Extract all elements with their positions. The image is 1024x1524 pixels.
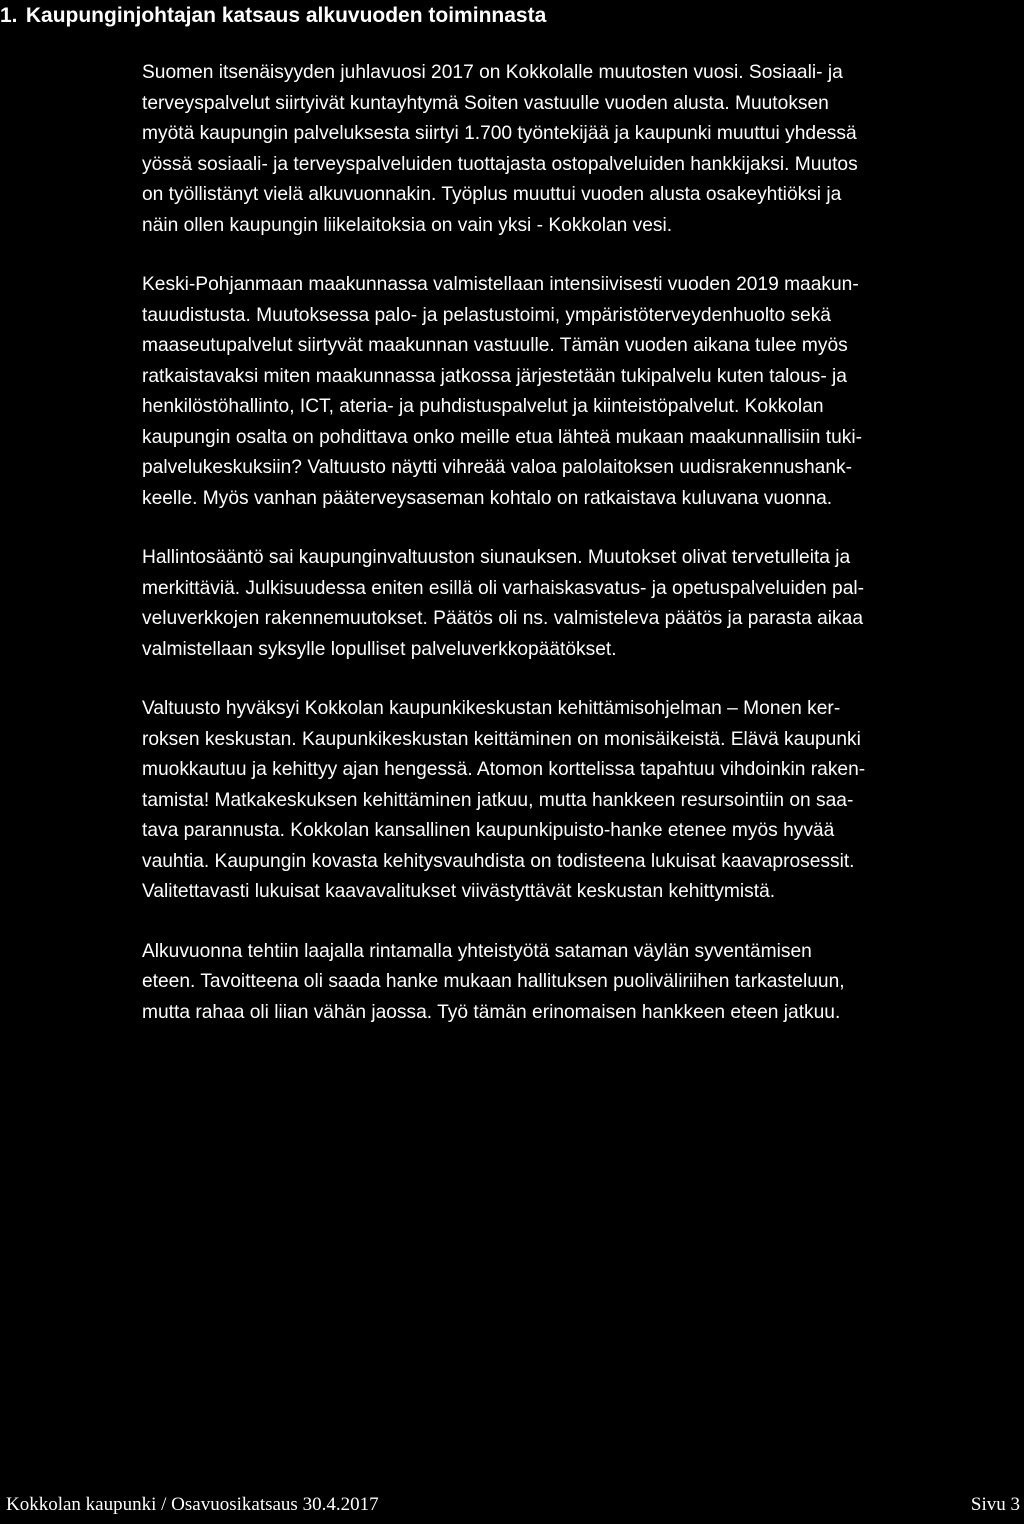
- section-title: Kaupunginjohtajan katsaus alkuvuoden toiminnasta: [25, 4, 547, 27]
- text-line: mutta rahaa oli liian vähän jaossa. Työ tämän erinomaisen hankkeen eteen jatkuu.: [142, 1001, 841, 1023]
- text-line: tauudistusta. Muutoksessa palo- ja pelastustoimi, ympäristöterveydenhuolto sekä: [142, 304, 831, 326]
- section-number: 1.: [0, 4, 18, 27]
- text-line: muokkautuu ja kehittyy ajan hengessä. Atomon korttelissa tapahtuu vihdoinkin raken-: [142, 759, 866, 780]
- text-line: ratkaistavaksi miten maakunnassa jatkossa järjestetään tukipalvelu kuten talous- ja: [142, 365, 847, 387]
- text-line: tamista! Matkakeskuksen kehittäminen jatkuu, mutta hankkeen resursointiin on saa-: [142, 789, 854, 811]
- text-line: terveyspalvelut siirtyivät kuntayhtymä Soiten vastuulle vuoden alusta. Muutoksen: [142, 92, 829, 114]
- text-line: maaseutupalvelut siirtyvät maakunnan vastuulle. Tämän vuoden aikana tulee myös: [142, 335, 848, 356]
- text-line: Suomen itsenäisyyden juhlavuosi 2017 on Kokkolalle muutosten vuosi. Sosiaali- ja: [142, 62, 843, 83]
- text-line: tava parannusta. Kokkolan kansallinen kaupunkipuisto-hanke etenee myös hyvää: [142, 820, 835, 841]
- text-line: on työllistänyt vielä alkuvuonnakin. Työplus muuttui vuoden alusta osakeyhtiöksi ja: [142, 184, 842, 205]
- text-line: keelle. Myös vanhan pääterveysaseman kohtalo on ratkaistava kuluvana vuonna.: [142, 487, 833, 509]
- text-line: veluverkkojen rakennemuutokset. Päätös oli ns. valmisteleva päätös ja parasta aikaa: [142, 608, 863, 629]
- paragraph-3: [142, 543, 1012, 665]
- text-line: merkittäviä. Julkisuudessa eniten esillä oli varhaiskasvatus- ja opetuspalveluiden pal-: [142, 577, 865, 599]
- section-heading: [0, 3, 546, 29]
- text-line: Valtuusto hyväksyi Kokkolan kaupunkikeskustan kehittämisohjelman – Monen ker-: [142, 698, 841, 719]
- text-line: Keski-Pohjanmaan maakunnassa valmistellaan intensiivisesti vuoden 2019 maakun-: [142, 274, 859, 295]
- paragraph-1: [142, 58, 1012, 241]
- text-line: myötä kaupungin palveluksesta siirtyi 1.700 työntekijää ja kaupunki muuttui yhdessä: [142, 123, 857, 144]
- text-line: palvelukeskuksiin? Valtuusto näytti vihreää valoa palolaitoksen uudisrakennushank-: [142, 457, 853, 478]
- footer-page-number: Sivu 3: [970, 1494, 1020, 1515]
- paragraph-4: [142, 694, 1012, 908]
- text-line: Alkuvuonna tehtiin laajalla rintamalla yhteistyötä sataman väylän syventämisen: [142, 940, 812, 962]
- paragraph-2: [142, 270, 1012, 514]
- text-line: roksen keskustan. Kaupunkikeskustan keittäminen on monisäikeistä. Elävä kaupunki: [142, 728, 861, 750]
- text-line: yössä sosiaali- ja terveyspalveluiden tuottajasta ostopalveluiden hankkijaksi. Muutos: [142, 153, 858, 175]
- body-text: [142, 58, 1012, 1057]
- text-line: eteen. Tavoitteena oli saada hanke mukaan hallituksen puoliväliriihen tarkasteluun,: [142, 971, 845, 992]
- text-line: henkilöstöhallinto, ICT, ateria- ja puhdistuspalvelut ja kiinteistöpalvelut. Kokkolan: [142, 396, 824, 417]
- text-line: valmistellaan syksylle lopulliset palveluverkkopäätökset.: [142, 638, 617, 660]
- text-line: vauhtia. Kaupungin kovasta kehitysvauhdista on todisteena lukuisat kaavaprosessit.: [142, 850, 855, 872]
- text-line: kaupungin osalta on pohdittava onko meille etua lähteä mukaan maakunnallisiin tuki-: [142, 426, 862, 448]
- footer-document-title: Kokkolan kaupunki / Osavuosikatsaus 30.4.2017: [6, 1494, 379, 1515]
- text-line: Hallintosääntö sai kaupunginvaltuuston siunauksen. Muutokset olivat tervetulleita ja: [142, 547, 851, 568]
- text-line: näin ollen kaupungin liikelaitoksia on vain yksi - Kokkolan vesi.: [142, 214, 673, 236]
- text-line: Valitettavasti lukuisat kaavavalitukset viivästyttävät keskustan kehittymistä.: [142, 881, 776, 902]
- paragraph-5: [142, 937, 1012, 1029]
